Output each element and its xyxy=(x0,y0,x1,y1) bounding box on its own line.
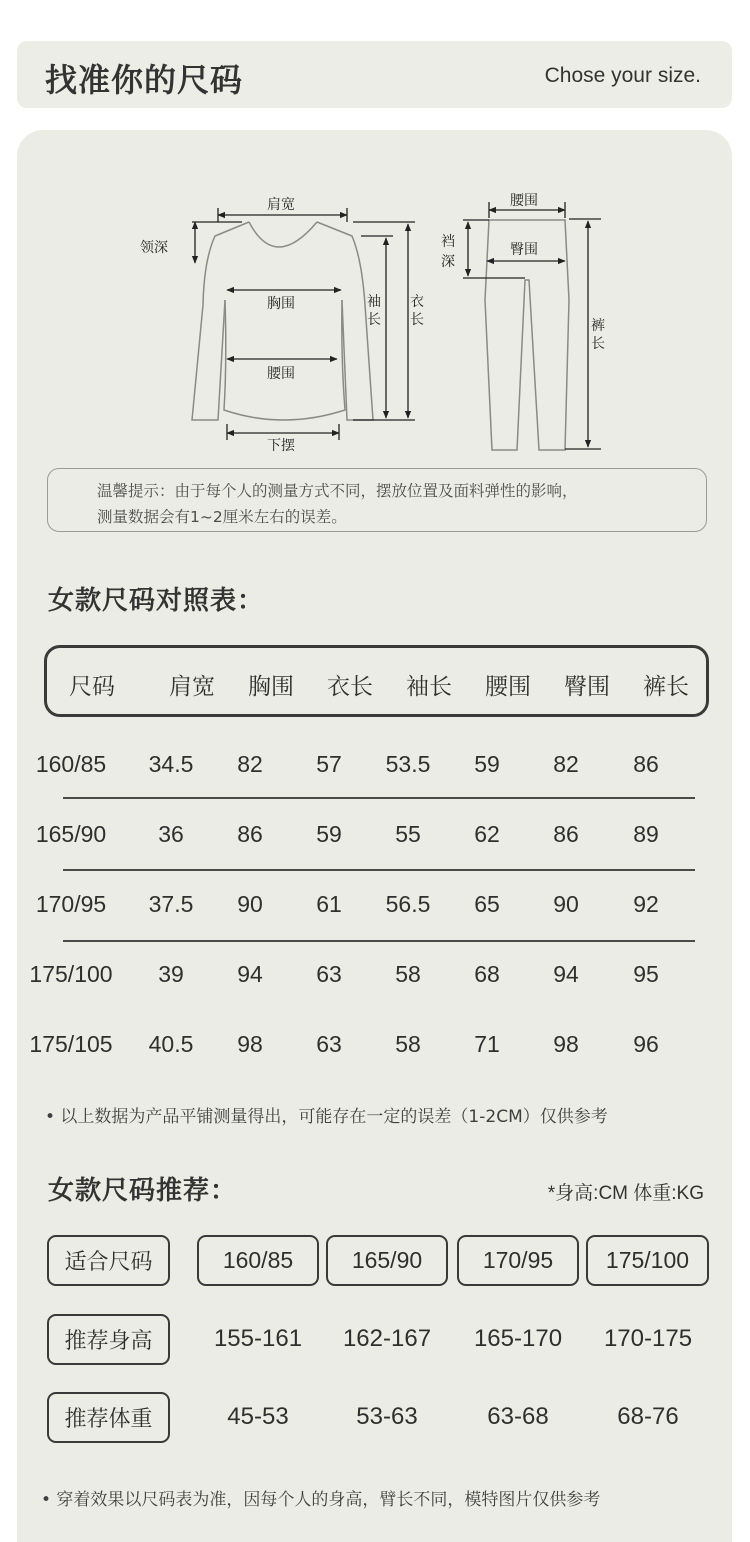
table-cell: 170/95 xyxy=(35,891,107,917)
label-rise-1: 裆 xyxy=(441,234,455,250)
label-sleeve-1: 袖 xyxy=(367,294,381,310)
label-neck-depth: 领深 xyxy=(140,240,168,256)
row-label-size: 适合尺码 xyxy=(47,1235,170,1286)
table-cell: 68 xyxy=(474,961,500,987)
table-cell: 37.5 xyxy=(148,891,194,917)
note-line-2: 测量数据会有1~2厘米左右的误差。 xyxy=(97,508,347,526)
table-cell: 55 xyxy=(395,821,421,847)
header-waist: 腰围 xyxy=(485,674,531,700)
weight-value: 68-76 xyxy=(617,1403,679,1430)
label-hem: 下摆 xyxy=(267,438,295,454)
note-line-1: 温馨提示：由于每个人的测量方式不同，摆放位置及面料弹性的影响， xyxy=(97,482,578,500)
header-size: 尺码 xyxy=(69,674,115,700)
table-cell: 90 xyxy=(553,891,579,917)
unit-note: *身高:CM 体重:KG xyxy=(547,1183,704,1204)
size-pill: 175/100 xyxy=(586,1235,709,1286)
table-cell: 58 xyxy=(395,961,421,987)
height-value: 162-167 xyxy=(342,1325,432,1352)
row-divider xyxy=(63,940,695,942)
table-cell: 57 xyxy=(316,751,342,777)
page-title: 找准你的尺码 xyxy=(45,61,244,99)
size-panel xyxy=(17,130,732,1542)
label-length-1: 衣 xyxy=(410,294,424,310)
table-cell: 56.5 xyxy=(385,891,431,917)
label-shoulder: 肩宽 xyxy=(267,197,295,213)
table-cell: 59 xyxy=(316,821,342,847)
label-length-2: 长 xyxy=(410,312,424,328)
label-rise-2: 深 xyxy=(441,254,455,270)
label-pants-length-2: 长 xyxy=(591,336,605,352)
header-sleeve: 袖长 xyxy=(406,674,452,700)
table-cell: 96 xyxy=(633,1031,659,1057)
table-cell: 61 xyxy=(316,891,342,917)
label-pants-waist: 腰围 xyxy=(510,193,538,209)
table-cell: 58 xyxy=(395,1031,421,1057)
table-cell: 82 xyxy=(237,751,263,777)
row-divider xyxy=(63,869,695,871)
row-divider xyxy=(63,797,695,799)
header-chest: 胸围 xyxy=(248,674,294,700)
header-banner xyxy=(17,41,732,108)
size-pill: 165/90 xyxy=(326,1235,448,1286)
table-cell: 71 xyxy=(474,1031,500,1057)
table-cell: 175/105 xyxy=(29,1031,113,1057)
table-cell: 63 xyxy=(316,1031,342,1057)
row-label-height: 推荐身高 xyxy=(47,1314,170,1365)
table-cell: 65 xyxy=(474,891,500,917)
table-cell: 34.5 xyxy=(148,751,194,777)
table-cell: 86 xyxy=(553,821,579,847)
table-cell: 86 xyxy=(237,821,263,847)
size-pill: 160/85 xyxy=(197,1235,319,1286)
table-cell: 62 xyxy=(474,821,500,847)
size-pill: 170/95 xyxy=(457,1235,579,1286)
recommend-footnote: • 穿着效果以尺码表为准，因每个人的身高，臂长不同，模特图片仅供参考 xyxy=(41,1490,601,1510)
table-cell: 94 xyxy=(553,961,579,987)
label-chest: 胸围 xyxy=(267,296,295,312)
height-value: 165-170 xyxy=(473,1325,563,1352)
row-label-weight: 推荐体重 xyxy=(47,1392,170,1443)
table-cell: 94 xyxy=(237,961,263,987)
label-sleeve-2: 长 xyxy=(367,312,381,328)
label-hip: 臀围 xyxy=(510,242,538,258)
weight-value: 45-53 xyxy=(227,1403,289,1430)
table-cell: 160/85 xyxy=(35,751,107,777)
header-hip: 臀围 xyxy=(564,674,610,700)
table-cell: 98 xyxy=(237,1031,263,1057)
height-value: 170-175 xyxy=(603,1325,693,1352)
header-pants-length: 裤长 xyxy=(643,674,689,700)
table-cell: 92 xyxy=(633,891,659,917)
page-subtitle: Chose your size. xyxy=(544,64,701,87)
table-cell: 36 xyxy=(158,821,184,847)
top-garment-outline xyxy=(192,222,373,420)
size-table-header xyxy=(44,645,709,717)
label-waist: 腰围 xyxy=(267,366,295,382)
table-cell: 82 xyxy=(553,751,579,777)
table-cell: 53.5 xyxy=(385,751,431,777)
label-pants-length-1: 裤 xyxy=(591,318,605,334)
table-cell: 39 xyxy=(158,961,184,987)
weight-value: 53-63 xyxy=(356,1403,418,1430)
recommend-title: 女款尺码推荐： xyxy=(48,1176,238,1206)
table-cell: 89 xyxy=(633,821,659,847)
table-cell: 98 xyxy=(553,1031,579,1057)
header-shoulder: 肩宽 xyxy=(169,674,215,700)
measurement-diagram xyxy=(17,130,732,460)
measurement-note xyxy=(47,468,707,532)
height-value: 155-161 xyxy=(213,1325,303,1352)
weight-value: 63-68 xyxy=(487,1403,549,1430)
table-cell: 165/90 xyxy=(35,821,107,847)
table-cell: 95 xyxy=(633,961,659,987)
header-length: 衣长 xyxy=(327,674,373,700)
table-cell: 59 xyxy=(474,751,500,777)
table-cell: 40.5 xyxy=(148,1031,194,1057)
table-cell: 175/100 xyxy=(29,961,113,987)
size-table-title: 女款尺码对照表： xyxy=(48,586,265,616)
table-cell: 90 xyxy=(237,891,263,917)
table-cell: 63 xyxy=(316,961,342,987)
size-table-footnote: • 以上数据为产品平铺测量得出，可能存在一定的误差（1-2CM）仅供参考 xyxy=(45,1107,608,1127)
table-cell: 86 xyxy=(633,751,659,777)
